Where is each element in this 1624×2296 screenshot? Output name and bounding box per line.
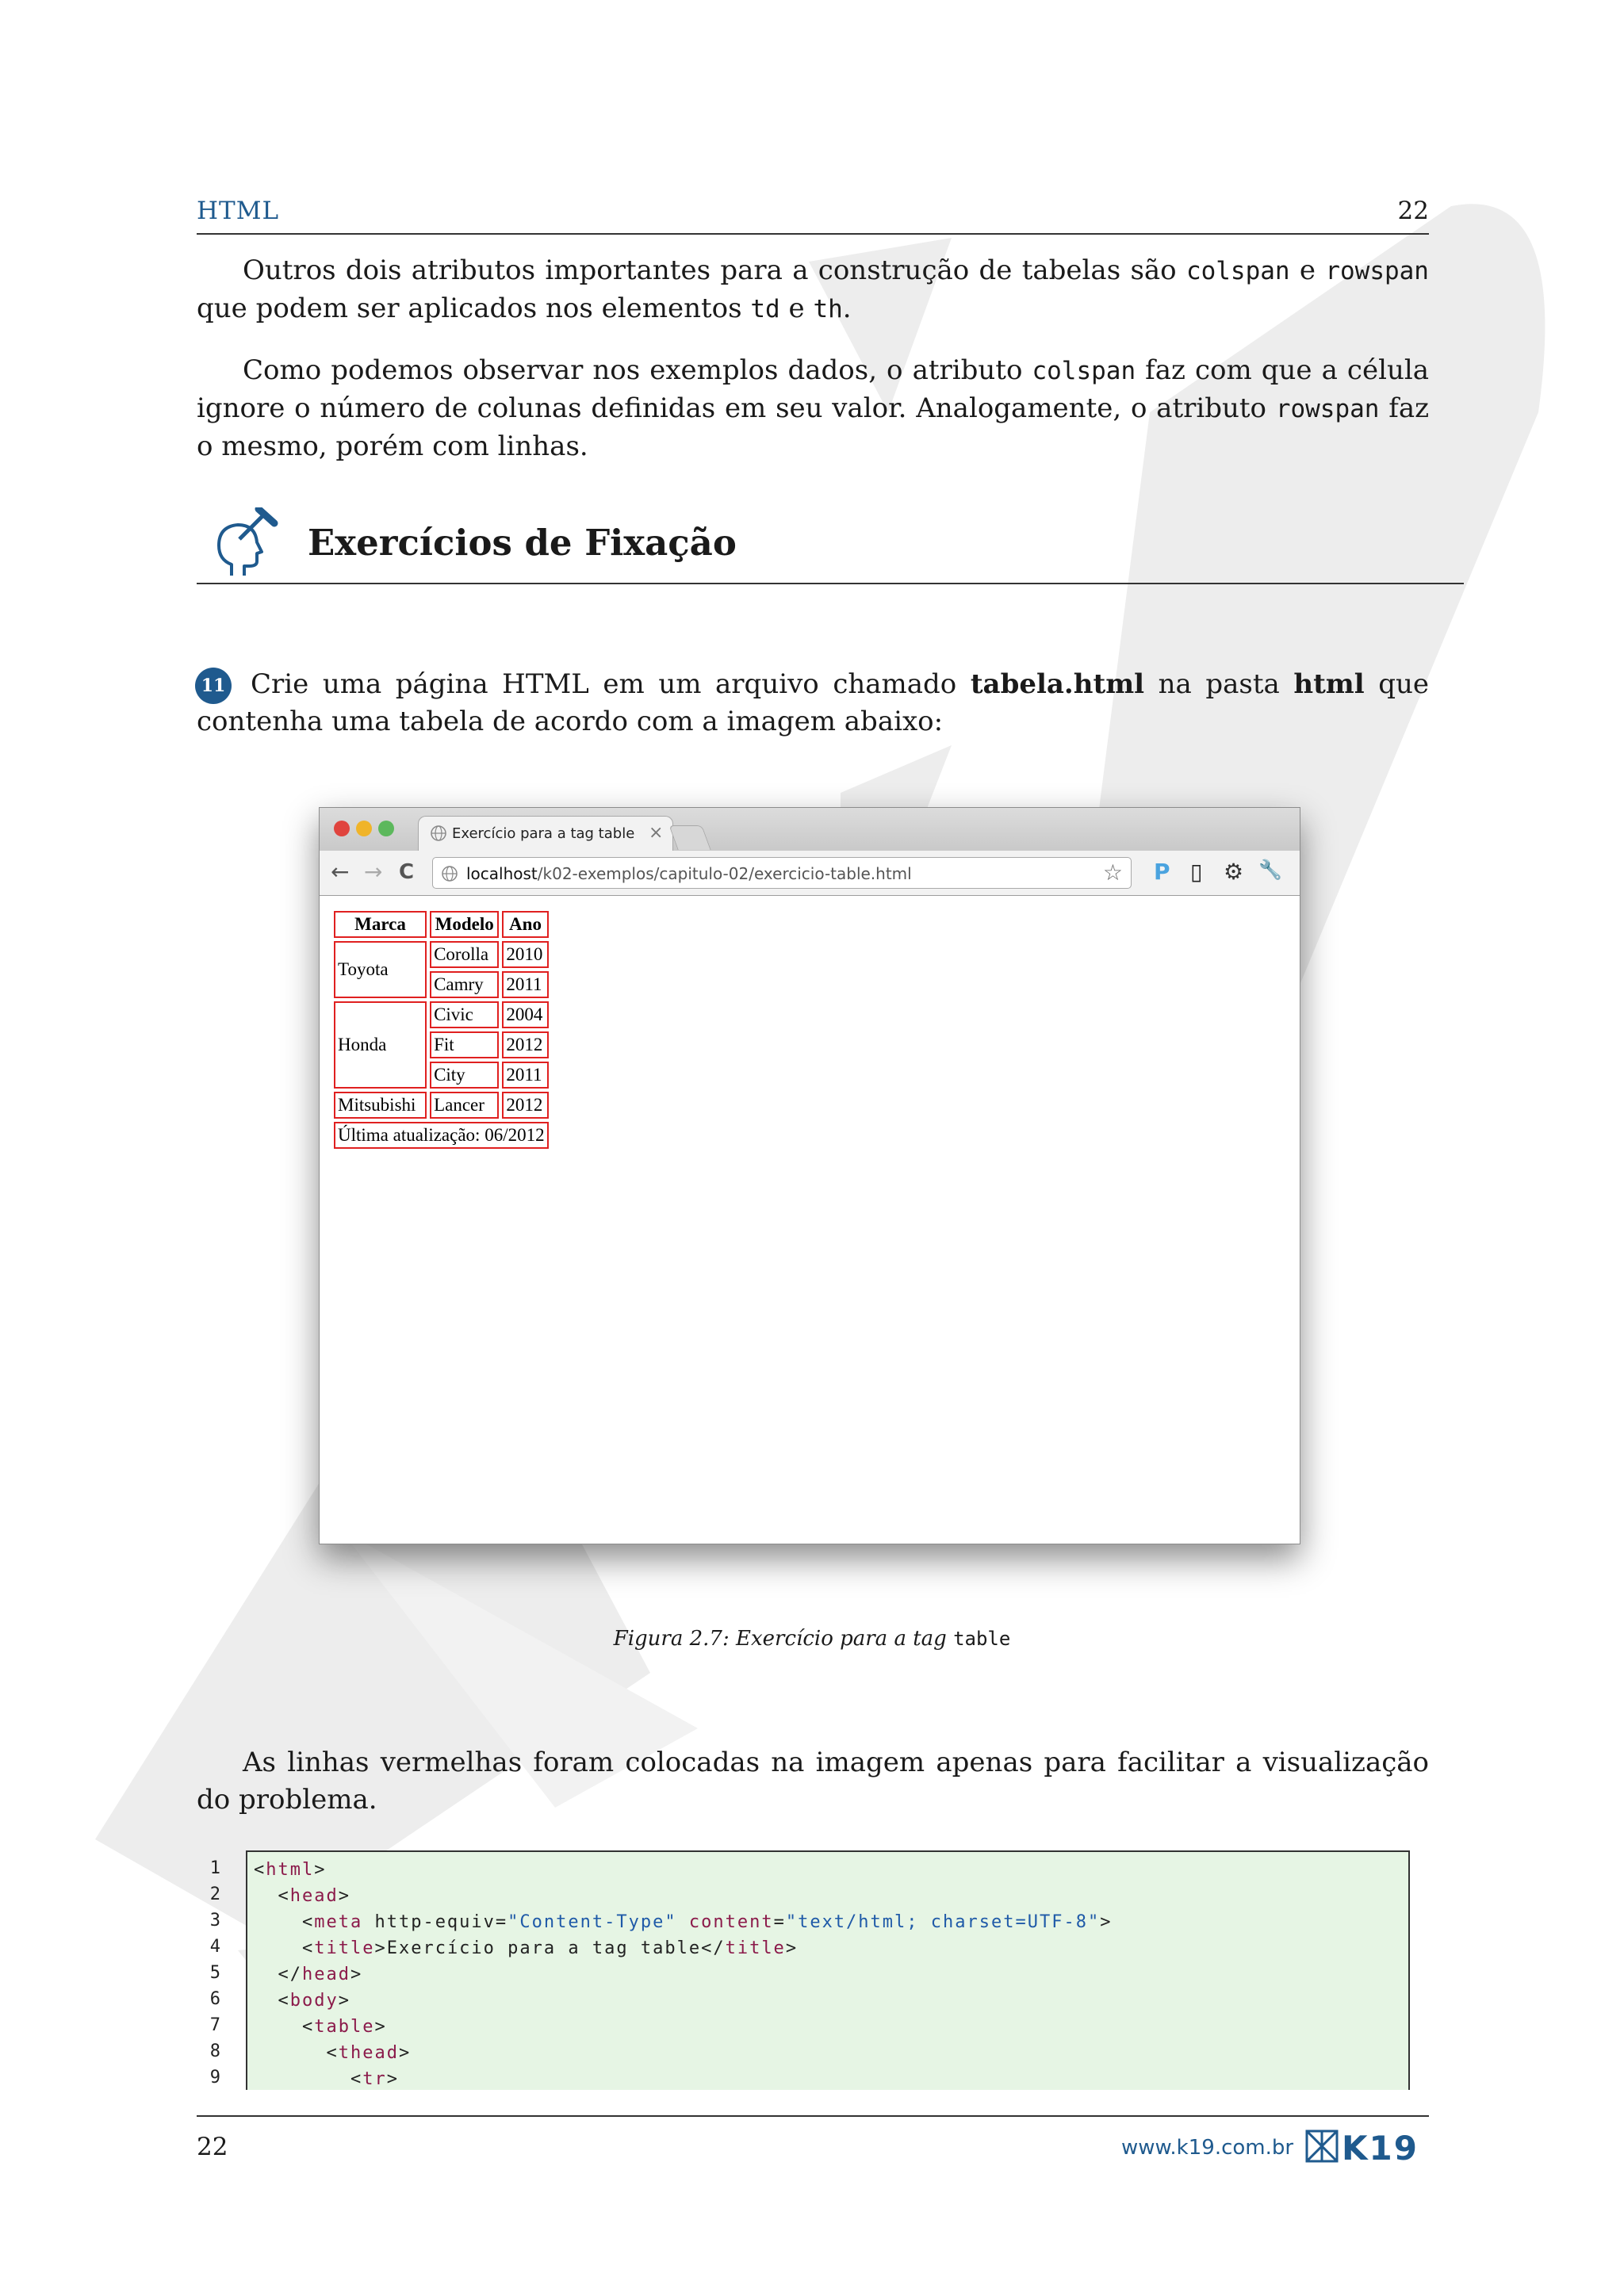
code-text: = (773, 1912, 786, 1932)
code-text: < (254, 1938, 315, 1958)
code-line (254, 1857, 1408, 1883)
table-row (334, 1092, 549, 1119)
code-text: > (386, 2069, 399, 2089)
code-text: >Exercício para a tag table</ (374, 1938, 726, 1958)
extension-p-icon[interactable]: P (1154, 859, 1170, 885)
inline-code: colspan (1032, 357, 1136, 385)
code-tag: tr (362, 2069, 387, 2089)
k19-logo-icon (1305, 2130, 1429, 2163)
footer-page-number: 22 (197, 2133, 228, 2161)
line-number: 5 (209, 1963, 220, 1983)
line-number: 8 (209, 2042, 220, 2061)
table-row (334, 1001, 549, 1028)
code-text: http-equiv= (362, 1912, 508, 1932)
text: Crie uma página HTML em um arquivo chamado (251, 668, 971, 700)
figure-caption (0, 1627, 1624, 1651)
window-zoom-button[interactable] (378, 821, 394, 836)
inline-code: rowspan (1325, 257, 1429, 285)
tab-title: Exercício para a tag table (452, 825, 635, 842)
code-line (254, 1935, 1408, 1961)
globe-icon (441, 865, 458, 882)
text: e (779, 293, 814, 324)
paragraph-1 (197, 252, 1429, 328)
year-cell: 2011 (502, 971, 548, 998)
code-text: > (338, 1991, 350, 2011)
demo-table (331, 908, 552, 1152)
model-cell: Civic (430, 1001, 499, 1028)
paragraph-2 (197, 352, 1429, 465)
code-text (247, 1852, 1408, 2090)
code-line (254, 1961, 1408, 1988)
code-text (677, 1912, 689, 1932)
new-tab-button[interactable] (668, 825, 710, 850)
brand-cell: Honda (334, 1001, 427, 1089)
back-arrow-icon[interactable]: ← (331, 859, 350, 885)
url-text (466, 864, 912, 883)
code-line (254, 1909, 1408, 1935)
line-number: 1 (209, 1858, 220, 1878)
text: As linhas vermelhas foram colocadas na imagem apenas para facilitar a visualização do problema. (197, 1747, 1429, 1816)
code-text: < (254, 2069, 363, 2089)
text: que contenha uma tabela de acordo com a imagem abaixo: (197, 668, 1430, 737)
window-minimize-button[interactable] (356, 821, 372, 836)
exercise-text (197, 666, 1429, 740)
line-number: 2 (209, 1885, 220, 1904)
window-close-button[interactable] (334, 821, 350, 836)
code-line (254, 1883, 1408, 1909)
code-text: < (254, 1991, 290, 2011)
code-text: > (338, 1886, 350, 1906)
year-cell: 2004 (502, 1001, 548, 1028)
year-cell: 2012 (502, 1031, 548, 1058)
text: e (1289, 254, 1326, 286)
code-text: < (254, 1886, 290, 1906)
code-text: > (374, 2017, 387, 2037)
wrench-icon[interactable]: 🔧 (1258, 859, 1282, 881)
tab-close-icon[interactable]: × (649, 823, 664, 843)
address-bar[interactable] (432, 857, 1132, 889)
head-hammer-icon (208, 507, 281, 580)
section-title: Exercícios de Fixação (308, 522, 737, 564)
code-line (254, 2040, 1408, 2066)
extension-phone-icon[interactable]: ▯ (1190, 859, 1203, 885)
text: que podem ser aplicados nos elementos (197, 293, 751, 324)
model-cell: Camry (430, 971, 499, 998)
code-string: "text/html; charset=UTF-8" (785, 1912, 1101, 1932)
text: Como podemos observar nos exemplos dados, o atributo (243, 354, 1032, 386)
year-cell: 2012 (502, 1092, 548, 1119)
code-text: > (398, 2043, 412, 2063)
code-tag: title (314, 1938, 375, 1958)
gear-icon[interactable]: ⚙ (1224, 859, 1244, 885)
globe-icon (430, 825, 447, 842)
text: faz o mesmo, porém com linhas. (197, 392, 1430, 462)
text: Outros dois atributos importantes para a construção de tabelas são (243, 254, 1186, 286)
code-text: > (1100, 1912, 1113, 1932)
browser-tab-bar (320, 808, 1300, 851)
code-tag: body (289, 1991, 339, 2011)
section-rule (197, 583, 1464, 584)
code-tag: head (301, 1965, 350, 1984)
model-cell: City (430, 1062, 499, 1089)
folder-name: html (1293, 668, 1365, 700)
forward-arrow-icon[interactable]: → (364, 859, 383, 885)
text: faz com que a célula ignore o número de colunas definidas em seu valor. Analogamente, o atributo (197, 354, 1429, 424)
year-cell: 2010 (502, 941, 548, 968)
code-listing (246, 1850, 1410, 2090)
browser-window (319, 807, 1300, 1544)
running-header-title: HTML (197, 197, 280, 225)
footer-url: www.k19.com.br (1121, 2136, 1294, 2160)
code-tag: html (266, 1860, 315, 1880)
footer-cell: Última atualização: 06/2012 (334, 1122, 549, 1149)
logo-text: K19 (1342, 2130, 1419, 2163)
line-number: 6 (209, 1989, 220, 2009)
model-cell: Fit (430, 1031, 499, 1058)
column-header: Ano (502, 911, 548, 938)
brand-cell: Toyota (334, 941, 427, 998)
footer-rule (197, 2115, 1429, 2117)
code-string: "Content-Type" (508, 1912, 677, 1932)
code-text: </ (254, 1965, 302, 1984)
column-header: Marca (334, 911, 427, 938)
code-tag: content (688, 1912, 774, 1932)
table-header-row (334, 911, 549, 938)
year-cell: 2011 (502, 1062, 548, 1089)
browser-tab[interactable] (418, 816, 673, 851)
code-tag: title (725, 1938, 786, 1958)
url-path: /k02-exemplos/capitulo-02/exercicio-table.html (537, 864, 912, 883)
inline-code: colspan (1185, 257, 1290, 285)
text: . (842, 293, 852, 324)
header-rule (197, 233, 1429, 235)
code-line (254, 2014, 1408, 2040)
running-header-page: 22 (1397, 197, 1429, 225)
code-tag: head (289, 1886, 339, 1906)
inline-code: td (750, 295, 780, 323)
column-header: Modelo (430, 911, 499, 938)
paragraph-3 (197, 1744, 1429, 1819)
model-cell: Lancer (430, 1092, 499, 1119)
model-cell: Corolla (430, 941, 499, 968)
code-text: > (785, 1938, 799, 1958)
exercise-number-badge: 11 (195, 668, 232, 704)
line-number: 4 (209, 1937, 220, 1957)
bookmark-star-icon[interactable]: ☆ (1102, 859, 1123, 886)
code-text: > (350, 1965, 363, 1984)
line-number: 9 (209, 2068, 220, 2087)
line-number: 7 (209, 2015, 220, 2035)
text: na pasta (1144, 668, 1294, 700)
reload-icon[interactable]: C (399, 860, 415, 884)
code-text: < (254, 2017, 315, 2037)
code-line (254, 2066, 1408, 2090)
code-tag: meta (314, 1912, 363, 1932)
browser-toolbar (320, 851, 1300, 896)
caption-code: table (953, 1628, 1011, 1650)
caption-text: Figura 2.7: Exercício para a tag (613, 1627, 954, 1651)
code-tag: table (314, 2017, 375, 2037)
brand-cell: Mitsubishi (334, 1092, 427, 1119)
table-row (334, 941, 549, 968)
inline-code: th (813, 295, 843, 323)
code-text: < (254, 1860, 266, 1880)
inline-code: rowspan (1275, 395, 1380, 423)
code-line-numbers (197, 1855, 220, 2091)
url-host: localhost (466, 864, 538, 883)
code-line (254, 1988, 1408, 2014)
code-text: < (254, 2043, 339, 2063)
code-text: < (254, 1912, 315, 1932)
file-name: tabela.html (970, 668, 1145, 700)
code-text: > (314, 1860, 327, 1880)
table-footer-row (334, 1122, 549, 1149)
line-number: 3 (209, 1911, 220, 1931)
code-tag: thead (338, 2043, 399, 2063)
